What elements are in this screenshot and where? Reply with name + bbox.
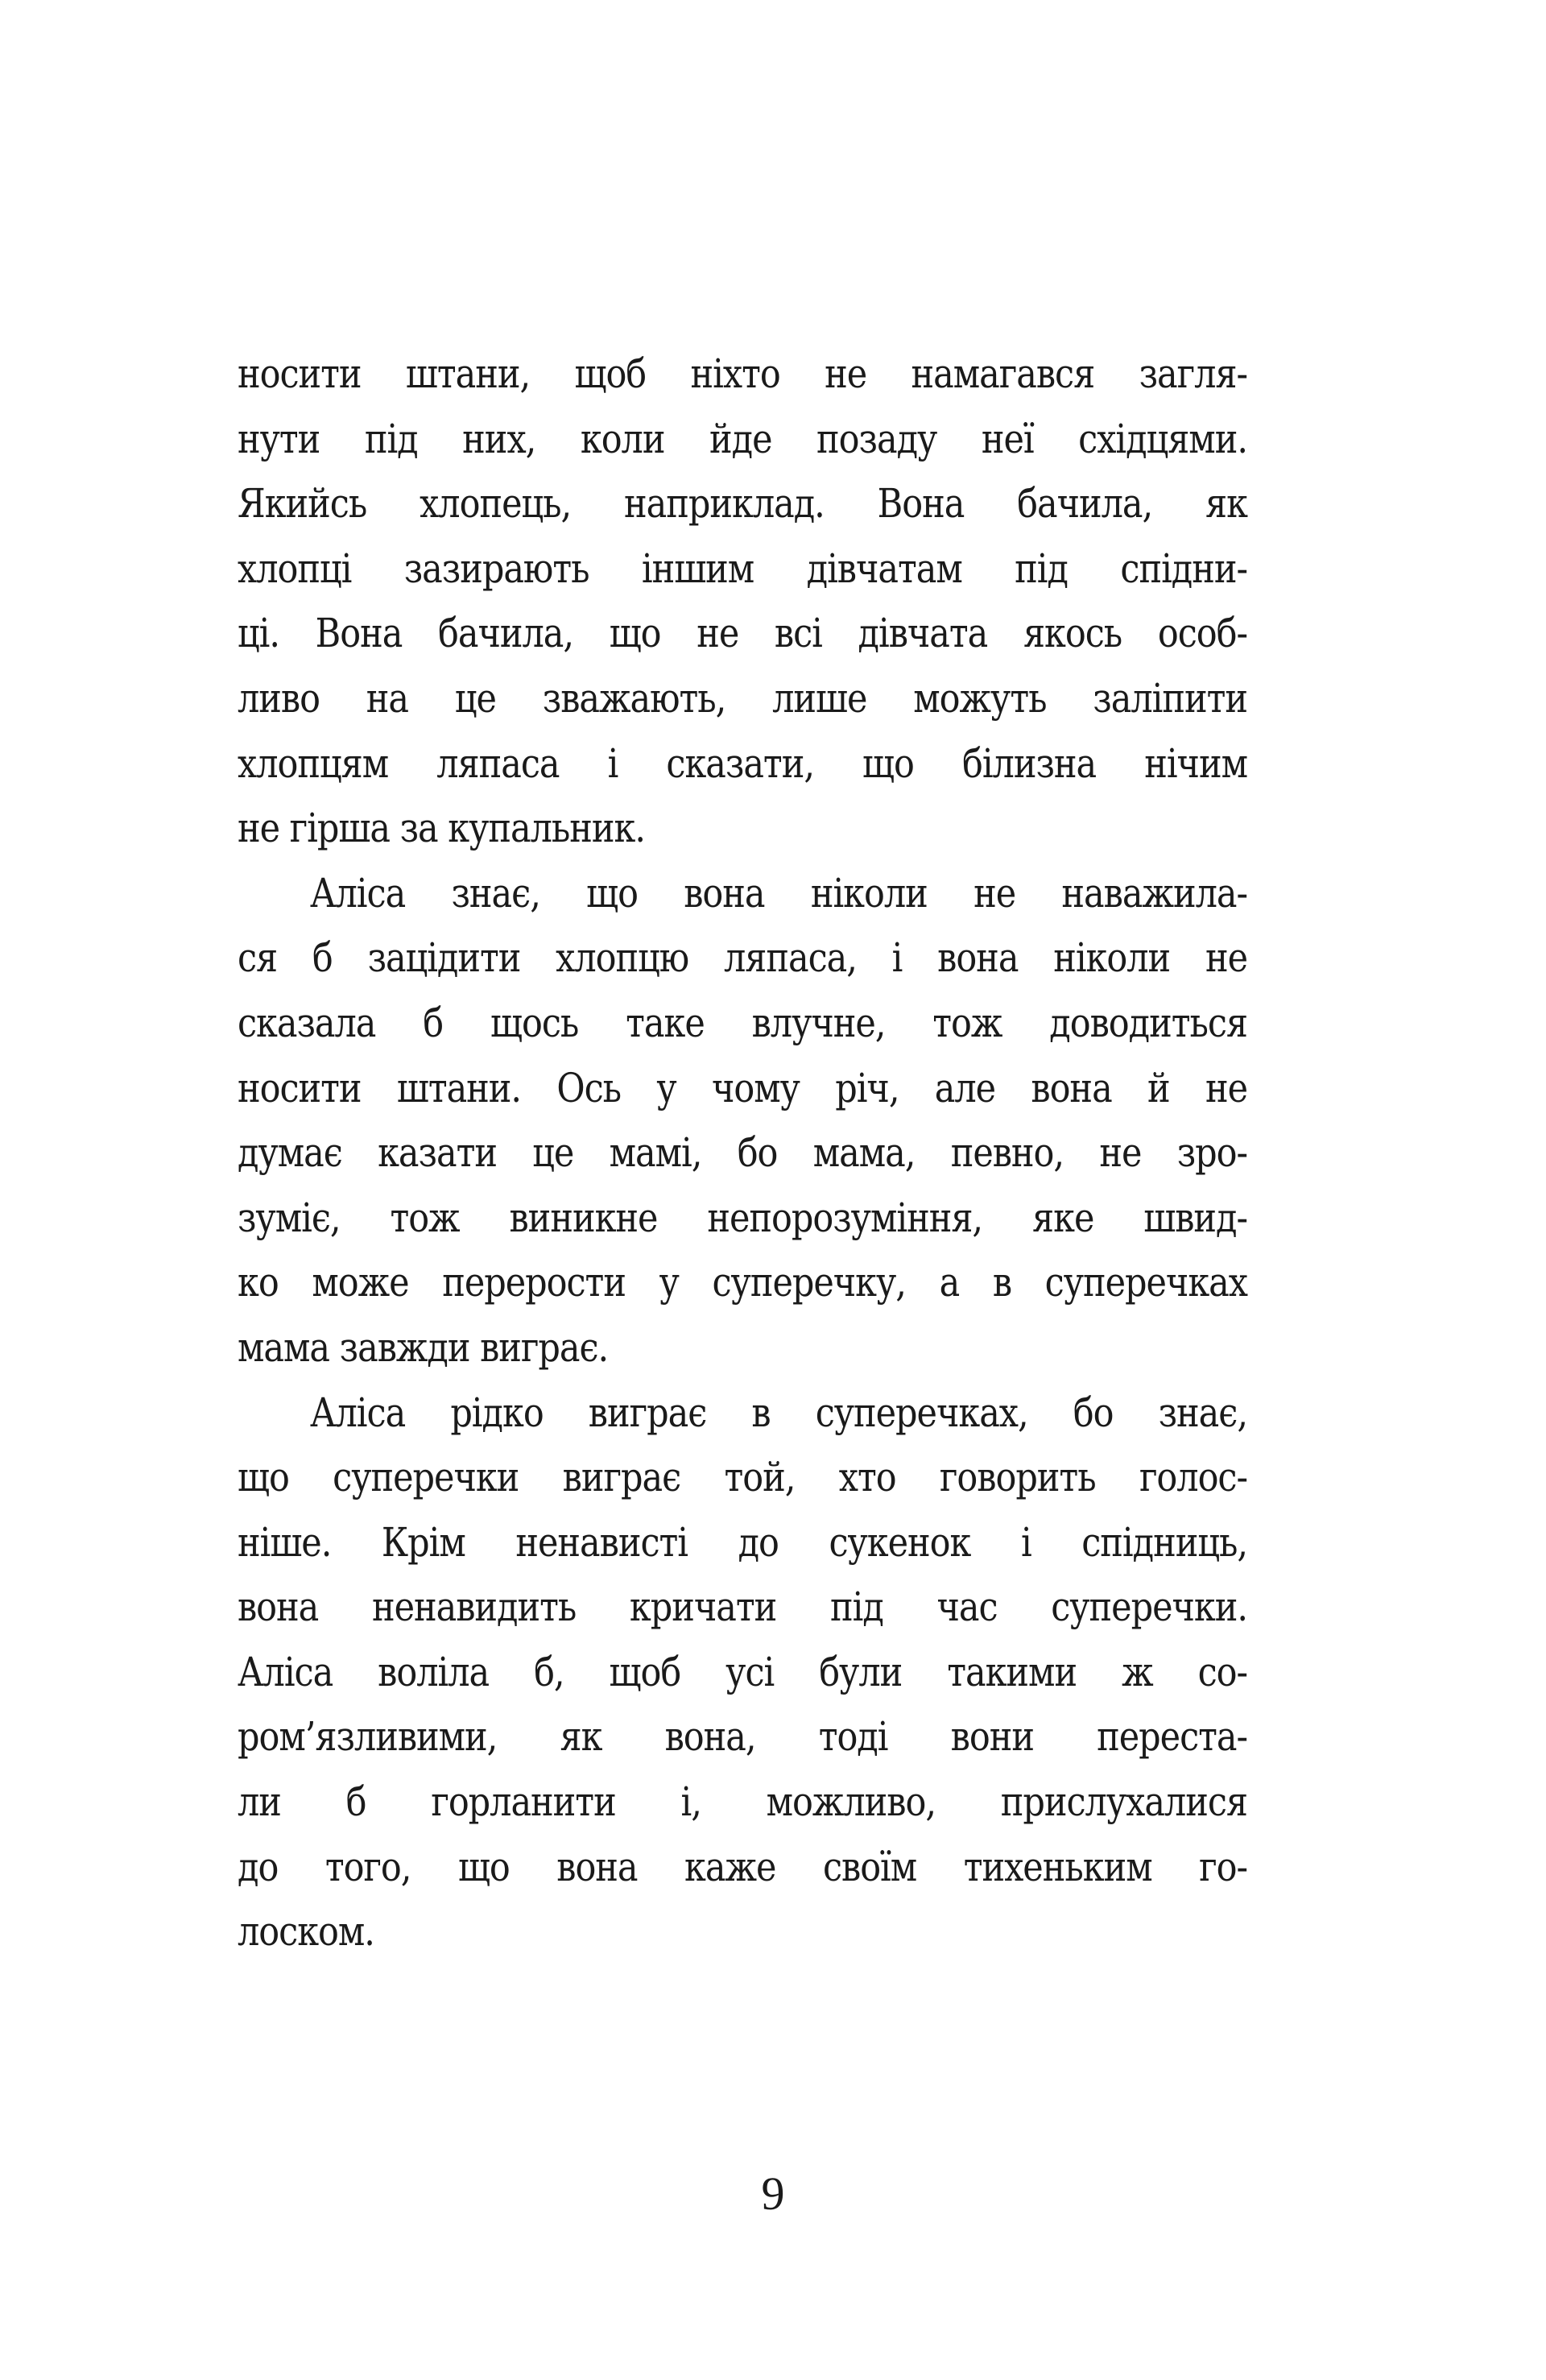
text-line: що суперечки виграє той, хто говорить голос- [238, 1454, 1247, 1501]
text-line: до того, що вона каже своїм тихеньким го- [238, 1843, 1247, 1890]
text-line: ром’язливими, як вона, тоді вони переста- [238, 1713, 1247, 1761]
paragraph-3 [238, 1380, 1247, 1964]
text-line: ся б зацідити хлопцю ляпаса, і вона ніколи не [238, 934, 1247, 982]
text-line: носити штани, щоб ніхто не намагався загля- [238, 350, 1247, 397]
text-line: вона ненавидить кричати під час суперечки. [238, 1583, 1247, 1631]
text-line: мама завжди виграє. [238, 1323, 609, 1371]
paragraph-2 [238, 861, 1247, 1380]
text-line: лоском. [238, 1908, 374, 1956]
text-line: Аліса рідко виграє в суперечках, бо знає, [309, 1389, 1247, 1436]
text-line: зуміє, тож виникне непорозуміння, яке швид- [238, 1194, 1247, 1241]
text-line: не гірша за купальник. [238, 805, 645, 852]
text-line: сказала б щось таке влучне, тож доводиться [238, 999, 1247, 1046]
body-text [238, 341, 1247, 1964]
text-line: хлопці зазирають іншим дівчатам під спідни- [238, 544, 1247, 592]
text-line: Якийсь хлопець, наприклад. Вона бачила, як [238, 480, 1247, 528]
text-line: хлопцям ляпаса і сказати, що білизна нічим [238, 739, 1247, 787]
text-line: ливо на це зважають, лише можуть заліпити [238, 674, 1247, 722]
paragraph-1 [238, 341, 1247, 861]
text-line: думає казати це мамі, бо мама, певно, не зро- [238, 1129, 1247, 1177]
text-line: ко може перерости у суперечку, а в суперечках [238, 1259, 1247, 1306]
text-line: ли б горланити і, можливо, прислухалися [238, 1778, 1247, 1826]
text-line: ніше. Крім ненависті до сукенок і спідниць, [238, 1518, 1247, 1566]
text-line: нути під них, коли йде позаду неї східцями. [238, 415, 1247, 462]
text-line: носити штани. Ось у чому річ, але вона й не [238, 1064, 1247, 1111]
text-line: Аліса знає, що вона ніколи не наважила- [309, 869, 1247, 917]
page-number: 9 [761, 2167, 785, 2220]
text-line: ці. Вона бачила, що не всі дівчата якось особ- [238, 610, 1247, 657]
text-line: Аліса воліла б, щоб усі були такими ж со- [238, 1648, 1247, 1695]
